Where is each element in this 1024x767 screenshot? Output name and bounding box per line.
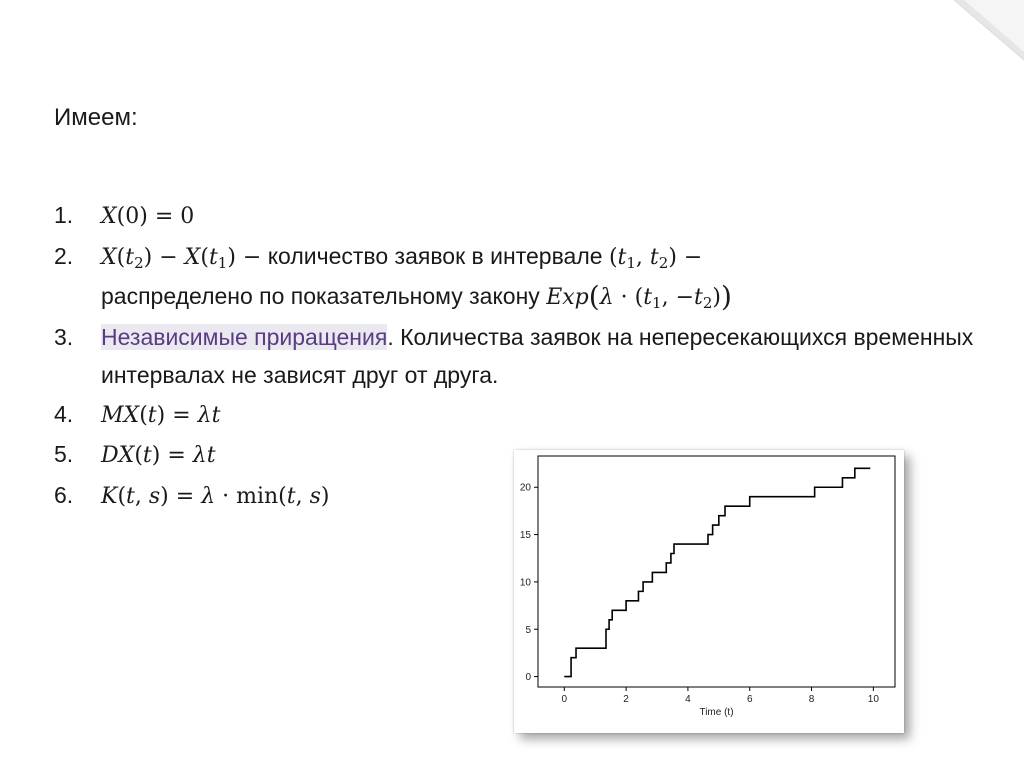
x-tick-label: 8 bbox=[808, 694, 815, 705]
list-item bbox=[54, 395, 984, 436]
list-number: 5. bbox=[54, 441, 74, 467]
x-tick-label: 4 bbox=[685, 694, 691, 705]
formula: $Exp(\lambda \cdot (t_1$, $-t_2$)) bbox=[546, 280, 732, 313]
x-tick-label: 2 bbox=[623, 694, 629, 705]
y-tick-label: 15 bbox=[519, 530, 531, 542]
formula: ($t_1$, $t_2$) − bbox=[608, 244, 703, 272]
x-tick-label: 6 bbox=[746, 694, 753, 705]
x-tick-label: 0 bbox=[561, 694, 568, 705]
list-number: 4. bbox=[54, 400, 74, 427]
item-text: распределено по показательному закону bbox=[101, 283, 540, 309]
formula: MX(t) = λt bbox=[101, 402, 221, 428]
list-number: 2. bbox=[54, 242, 74, 269]
y-tick-label: 0 bbox=[525, 672, 531, 684]
page-curl-decoration bbox=[954, 0, 1024, 60]
list-number: 3. bbox=[54, 323, 74, 350]
independent-increments-link[interactable]: Независимые приращения bbox=[101, 323, 388, 350]
series-line bbox=[564, 468, 870, 676]
list-number: 1. bbox=[54, 202, 74, 228]
plot-area-frame bbox=[538, 456, 895, 687]
poisson-process-chart bbox=[514, 450, 904, 733]
formula: K(t, s) = λ · min(t, s) bbox=[101, 483, 330, 509]
y-tick-label: 5 bbox=[525, 624, 531, 636]
item-text: . Количества заявок на непересекающихся временных интервалах не зависят друг от друга. bbox=[101, 323, 974, 388]
formula: $X(t_2) - X(t_1)$ − bbox=[101, 244, 262, 272]
x-tick-label: 10 bbox=[867, 694, 879, 705]
slide-heading: Имеем: bbox=[54, 104, 138, 131]
list-item bbox=[54, 318, 984, 395]
y-tick-label: 20 bbox=[519, 482, 531, 494]
formula: X(0) = 0 bbox=[101, 204, 195, 229]
list-number: 6. bbox=[54, 481, 74, 508]
chart-frame bbox=[514, 450, 904, 733]
y-tick-label: 10 bbox=[519, 577, 531, 589]
list-item bbox=[54, 196, 984, 237]
formula: DX(t) = λt bbox=[101, 443, 216, 468]
x-axis-label: Time (t) bbox=[699, 707, 734, 718]
list-item bbox=[54, 237, 984, 318]
item-text: количество заявок в интервале bbox=[267, 242, 603, 269]
